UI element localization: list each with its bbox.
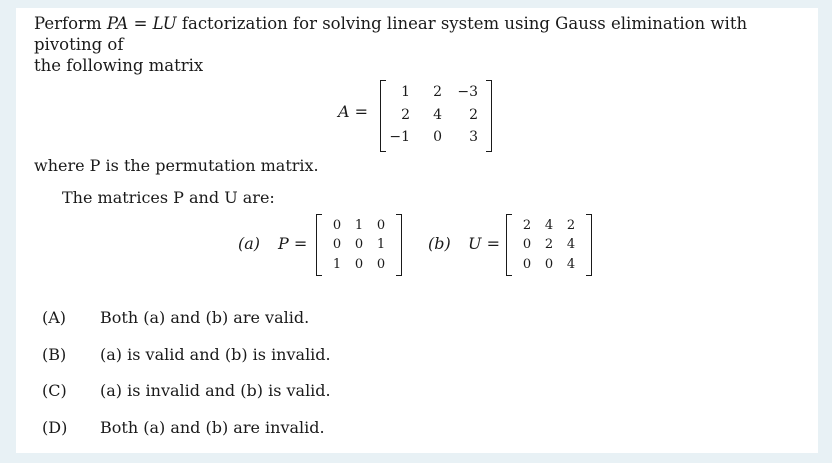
right-bracket (586, 214, 592, 276)
where-text: where P is the permutation matrix. (34, 156, 319, 175)
matrix-a (380, 80, 492, 152)
matrix-cell: 0 (354, 237, 364, 253)
matrix-cell: 4 (566, 237, 576, 253)
matrix-cell: 0 (522, 256, 532, 272)
matrix-cell: 1 (354, 218, 364, 233)
matrix-cell: 3 (469, 129, 478, 146)
matrix-cell: 0 (433, 129, 442, 146)
matrix-p-grid (327, 216, 392, 274)
left-bracket (506, 214, 512, 276)
right-bracket (486, 80, 492, 152)
matrix-cell: 4 (433, 106, 442, 123)
matrix-cell: 4 (544, 218, 554, 233)
left-bracket (316, 214, 322, 276)
matrix-cell: 0 (544, 256, 554, 272)
matrix-cell: −1 (389, 129, 410, 146)
matrix-cell: 2 (566, 218, 576, 233)
matrix-cell: 2 (544, 237, 554, 253)
matrix-u (506, 214, 592, 276)
option-text: (a) is invalid and (b) is valid. (100, 381, 331, 400)
intro-suffix: factorization for solving linear system using Gauss elimination with pivoting of (34, 14, 748, 54)
part-b-label: (b) (428, 234, 451, 253)
matrix-cell: 2 (469, 106, 478, 123)
matrix-cell: 4 (566, 256, 576, 272)
intro-prefix: Perform (34, 14, 107, 33)
part-a-var: P = (278, 234, 308, 253)
question-card (16, 8, 818, 453)
matrix-u-grid (517, 216, 582, 274)
intro-equation: PA = LU (106, 14, 177, 33)
matrix-cell: 2 (401, 106, 410, 123)
matrix-cell: 0 (332, 218, 342, 233)
part-b-var: U = (468, 234, 500, 253)
option-letter: (C) (42, 381, 67, 400)
matrix-cell: 0 (376, 256, 386, 272)
matrix-cell: 1 (332, 256, 342, 272)
matrix-cell: −3 (457, 84, 478, 100)
option-text: Both (a) and (b) are valid. (100, 308, 310, 327)
right-bracket (396, 214, 402, 276)
question-intro (34, 13, 804, 76)
matrix-cell: 0 (376, 218, 386, 233)
matrix-cell: 0 (332, 237, 342, 253)
option-letter: (A) (42, 308, 67, 327)
matrix-cell: 1 (376, 237, 386, 253)
matrix-cell: 0 (522, 237, 532, 253)
part-a-label: (a) (238, 234, 261, 253)
matrix-cell: 0 (354, 256, 364, 272)
matrix-p (316, 214, 402, 276)
matrix-a-grid (386, 82, 478, 150)
option-letter: (B) (42, 345, 67, 364)
matrix-cell: 2 (433, 84, 442, 100)
matrix-a-label: A = (338, 102, 369, 121)
matrix-cell: 2 (522, 218, 532, 233)
option-text: Both (a) and (b) are invalid. (100, 418, 325, 437)
matrix-cell: 1 (401, 84, 410, 100)
matrices-text: The matrices P and U are: (62, 188, 275, 207)
option-letter: (D) (42, 418, 68, 437)
intro-line2: the following matrix (34, 56, 204, 75)
option-text: (a) is valid and (b) is invalid. (100, 345, 331, 364)
